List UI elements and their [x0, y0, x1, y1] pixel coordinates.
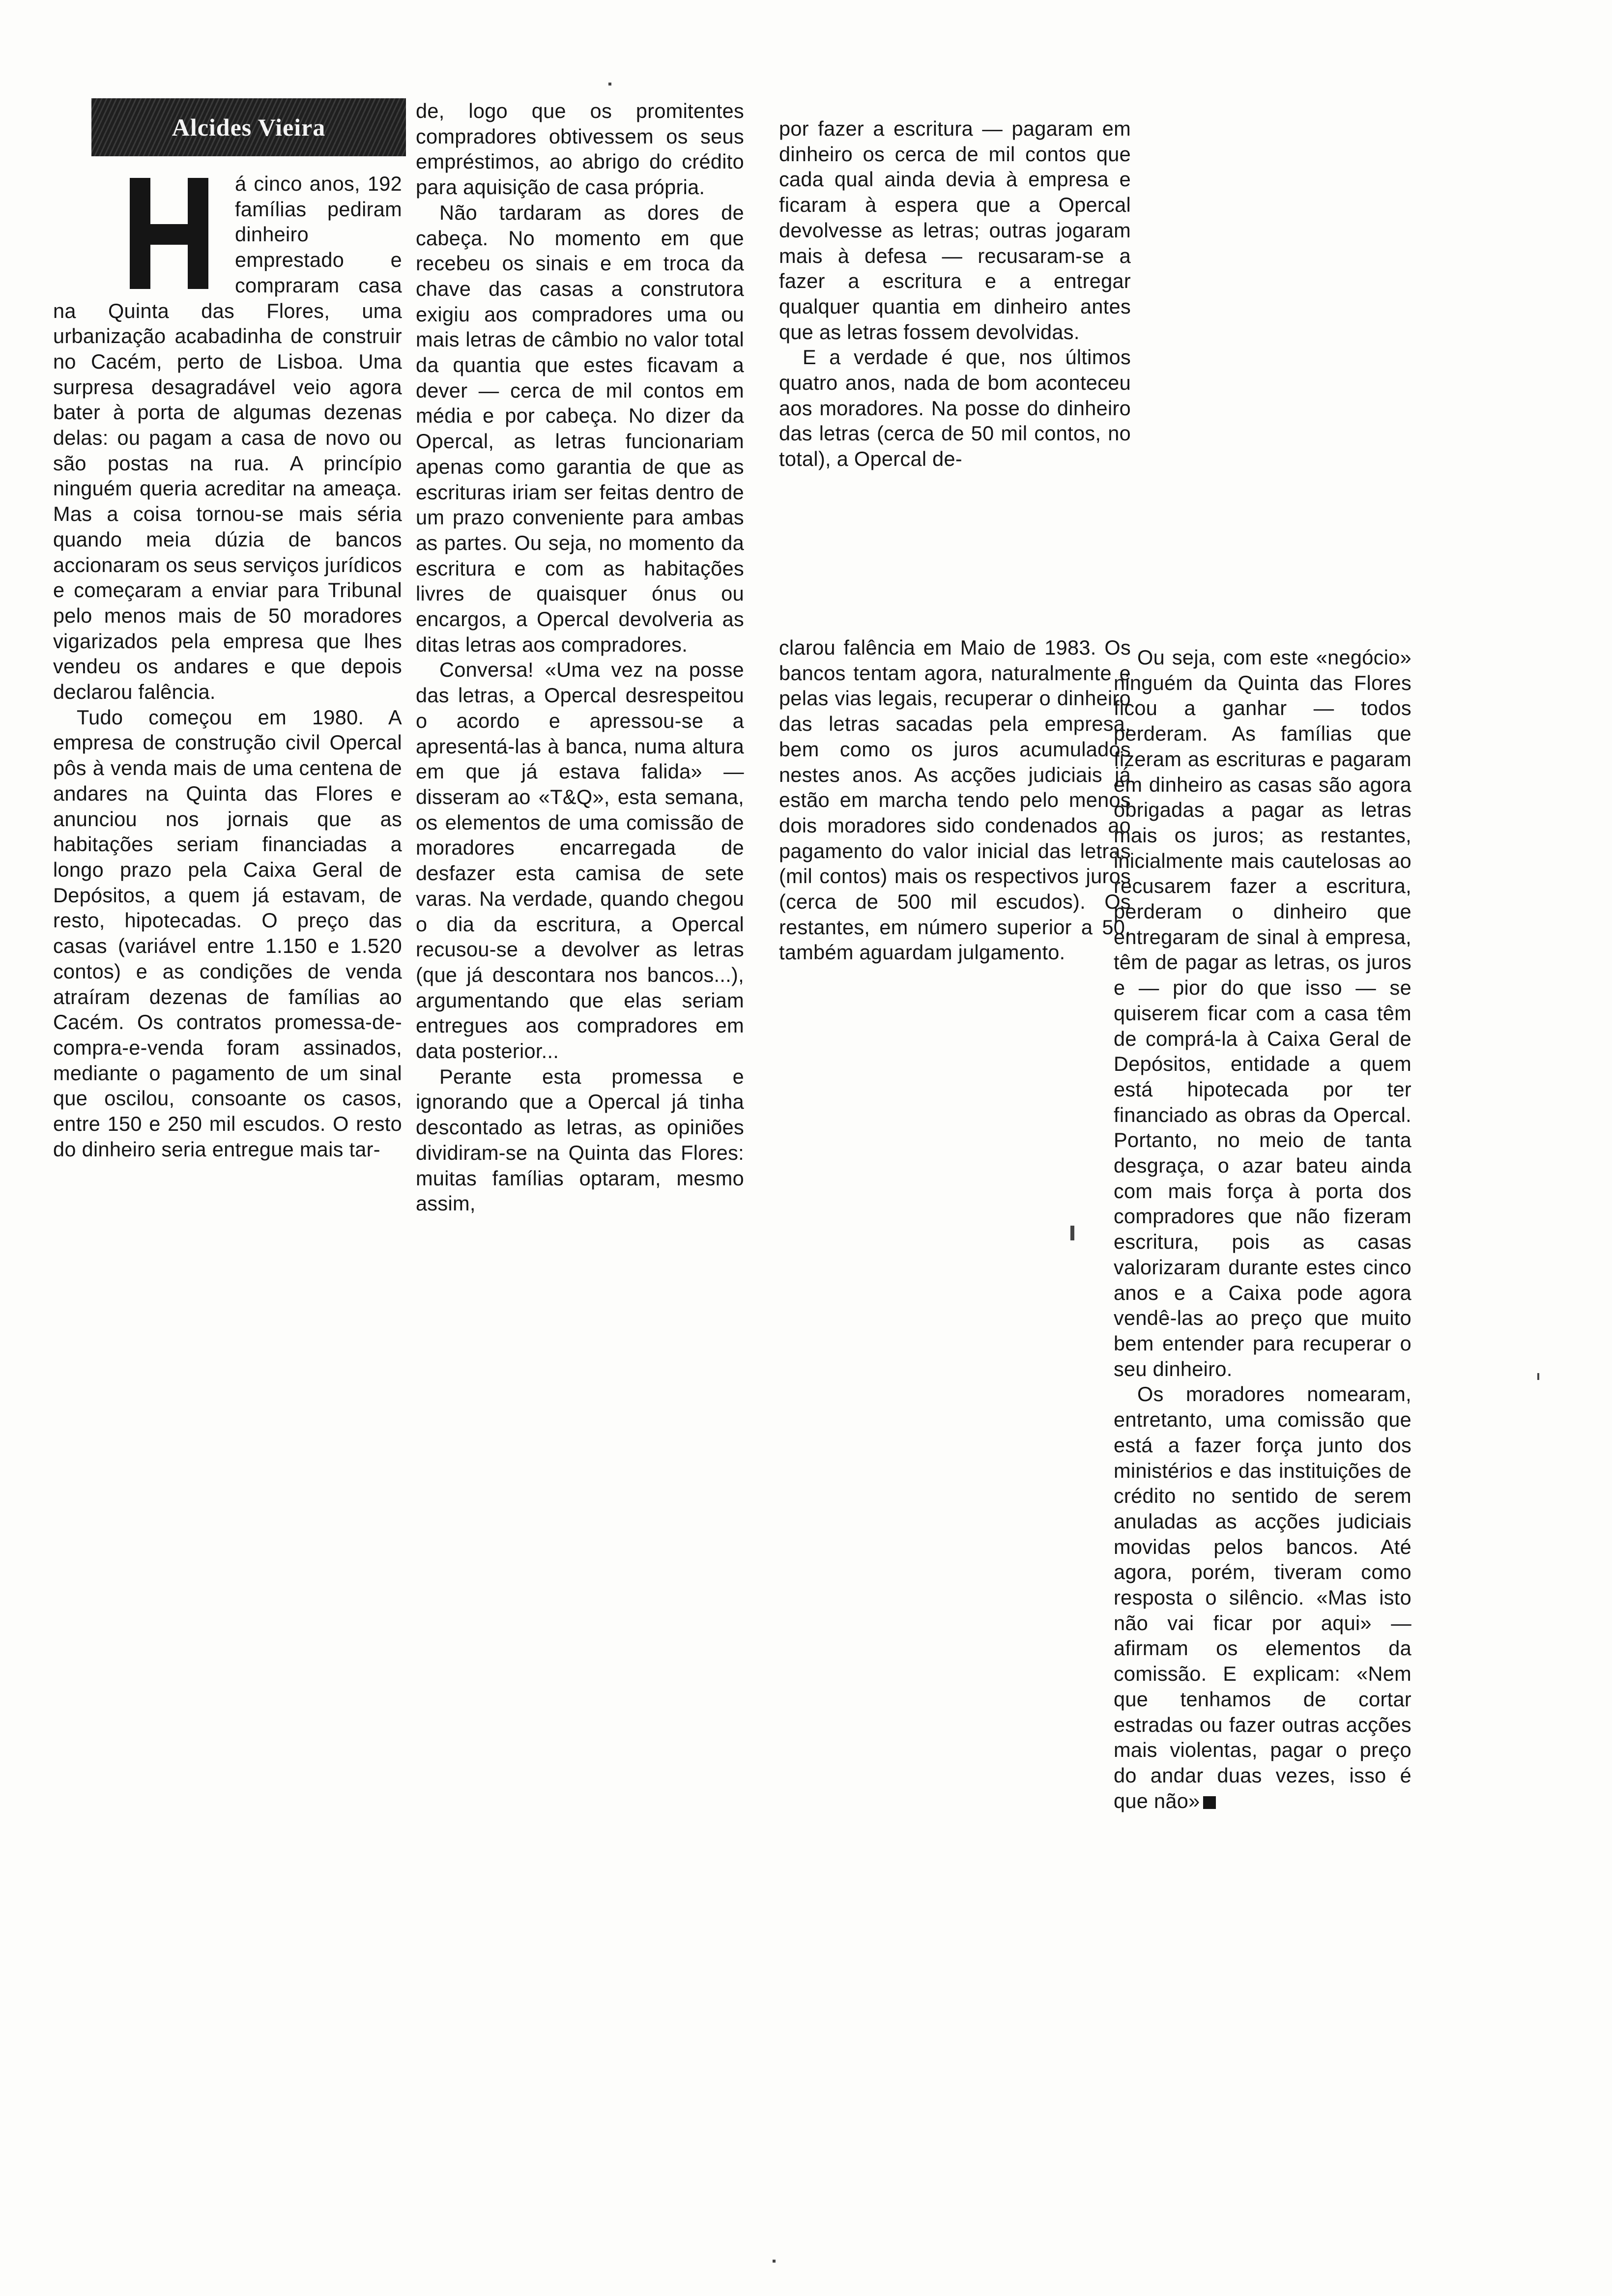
paragraph: Não tardaram as dores de cabeça. No momento em que recebeu os sinais e em troca da chave das casas a construtora exigiu aos compradores uma ou mais letras de câmbio no valor total da quantia que estes ficavam a dever — cerca de mil contos em média e por cabeça. No dizer da Opercal, as letras funcionariam apenas como garantia de que as escrituras iriam ser feitas dentro de um prazo conveniente para ambas as partes. Ou seja, no momento da escritura e com as habitações livres de quaisquer ónus ou encargos, a Opercal devolveria as ditas letras aos compradores.: [416, 201, 744, 656]
article-column-2: [416, 98, 744, 1216]
paragraph: clarou falência em Maio de 1983. Os bancos tentam agora, naturalmente e pelas vias legais, recuperar o dinheiro das letras sacadas pela empresa, bem como os juros acumulados nestes anos. As acções judiciais já estão em marcha tendo pelo menos dois moradores sido condenados ao pagamento do valor inicial das letras (mil contos) mais os respectivos juros (cerca de 500 mil escudos). Os restantes, em número superior a 50, também aguardam julgamento.: [779, 636, 1131, 964]
end-of-article-square-icon: [1203, 1796, 1216, 1809]
paragraph: Tudo começou em 1980. A empresa de construção civil Opercal pôs à venda mais de uma centena de andares na Quinta das Flores e anunciou nos jornais que as habitações seriam financiadas a longo prazo pela Caixa Geral de Depósitos, a quem já estavam, de resto, hipotecadas. O preço das casas (variável entre 1.150 e 1.520 contos) e as condições de venda atraíram dezenas de famílias ao Cacém. Os contratos promessa-de-compra-e-venda foram assinados, mediante o pagamento de um sinal que oscilou, consoante os casos, entre 150 e 250 mil escudos. O resto do dinheiro seria entregue mais tar-: [53, 705, 402, 1161]
paragraph: [1114, 1381, 1411, 1813]
paragraph: por fazer a escritura — pagaram em dinheiro os cerca de mil contos que cada qual ainda devia à empresa e ficaram à espera que a Opercal devolvesse as letras; outras jogaram mais à defesa — recusaram-se a fazer a escritura e a entregar qualquer quantia em dinheiro antes que as letras fossem devolvidas.: [779, 117, 1131, 344]
print-speck: [1537, 1373, 1539, 1380]
article-column-3: [779, 116, 1131, 472]
article-column-4: [1114, 645, 1411, 1813]
print-speck: [773, 2260, 776, 2263]
closing-text: Os moradores nomearam, entretanto, uma comissão que está a fazer força junto dos ministérios e das instituições de crédito no sentido de serem anuladas as acções judiciais movidas pelos bancos. Até agora, porém, tiveram como resposta o silêncio. «Mas isto não vai ficar por aqui» — afirmam os elementos da comissão. E explicam: «Nem que tenhamos de cortar estradas ou fazer outras acções mais violentas, pagar o preço do andar duas vezes, isso é que não»: [1114, 1382, 1411, 1812]
print-speck: [608, 83, 611, 86]
paragraph: á cinco anos, 192 famílias pediram dinheiro emprestado e compraram casa na Quinta das Flores, uma urbanização acabadinha de construir no Cacém, perto de Lisboa. Uma surpresa desagradável veio agora bater à porta de algumas dezenas delas: ou pagam a casa de novo ou são postas na rua. A princípio ninguém queria acreditar na ameaça. Mas a coisa tornou-se mais séria quando meia dúzia de bancos accionaram os seus serviços jurídicos e começaram a enviar para Tribunal pelo menos mais de 50 moradores vigarizados pela empresa que lhes vendeu os andares e que depois declarou falência.: [53, 172, 402, 704]
paragraph: Perante esta promessa e ignorando que a Opercal já tinha descontado as letras, as opiniões dividiram-se na Quinta das Flores: muitas famílias optaram, mesmo assim,: [416, 1064, 744, 1215]
print-speck: [1070, 1226, 1074, 1240]
paragraph: E a verdade é que, nos últimos quatro anos, nada de bom aconteceu aos moradores. Na posse do dinheiro das letras (cerca de 50 mil contos, no total), a Opercal de-: [779, 345, 1131, 471]
paragraph: de, logo que os promitentes compradores obtivessem os seus empréstimos, ao abrigo do crédito para aquisição de casa própria.: [416, 99, 744, 199]
paragraph: Conversa! «Uma vez na posse das letras, a Opercal desrespeitou o acordo e apressou-se a apresentá-las à banca, numa altura em que já estava falida» — disseram ao «T&Q», esta semana, os elementos de uma comissão de moradores encarregada de desfazer esta camisa de sete varas. Na verdade, quando chegou o dia da escritura, a Opercal recusou-se a devolver as letras (que já descontara nos bancos...), argumentando que elas seriam entregues aos compradores em data posterior...: [416, 658, 744, 1063]
byline: Alcides Vieira: [91, 98, 406, 156]
paragraph: Ou seja, com este «negócio» ninguém da Quinta das Flores ficou a ganhar — todos perderam. As famílias que fizeram as escrituras e pagaram em dinheiro as casas são agora obrigadas a pagar as letras mais os juros; as restantes, inicialmente mais cautelosas ao recusarem fazer a escritura, perderam o dinheiro que entregaram de sinal à empresa, têm de pagar as letras, os juros e — pior do que isso — se quiserem ficar com a casa têm de comprá-la à Caixa Geral de Depósitos, entidade a quem está hipotecada por ter financiado as obras da Opercal. Portanto, no meio de tanta desgraça, o azar bateu ainda com mais força à porta dos compradores que não fizeram escritura, pois as casas valorizaram durante estes cinco anos e a Caixa pode agora vendê-las ao preço que muito bem entender para recuperar o seu dinheiro.: [1114, 646, 1411, 1380]
article-column-1: [53, 171, 402, 1162]
article-column-3-continued: [779, 635, 1131, 965]
